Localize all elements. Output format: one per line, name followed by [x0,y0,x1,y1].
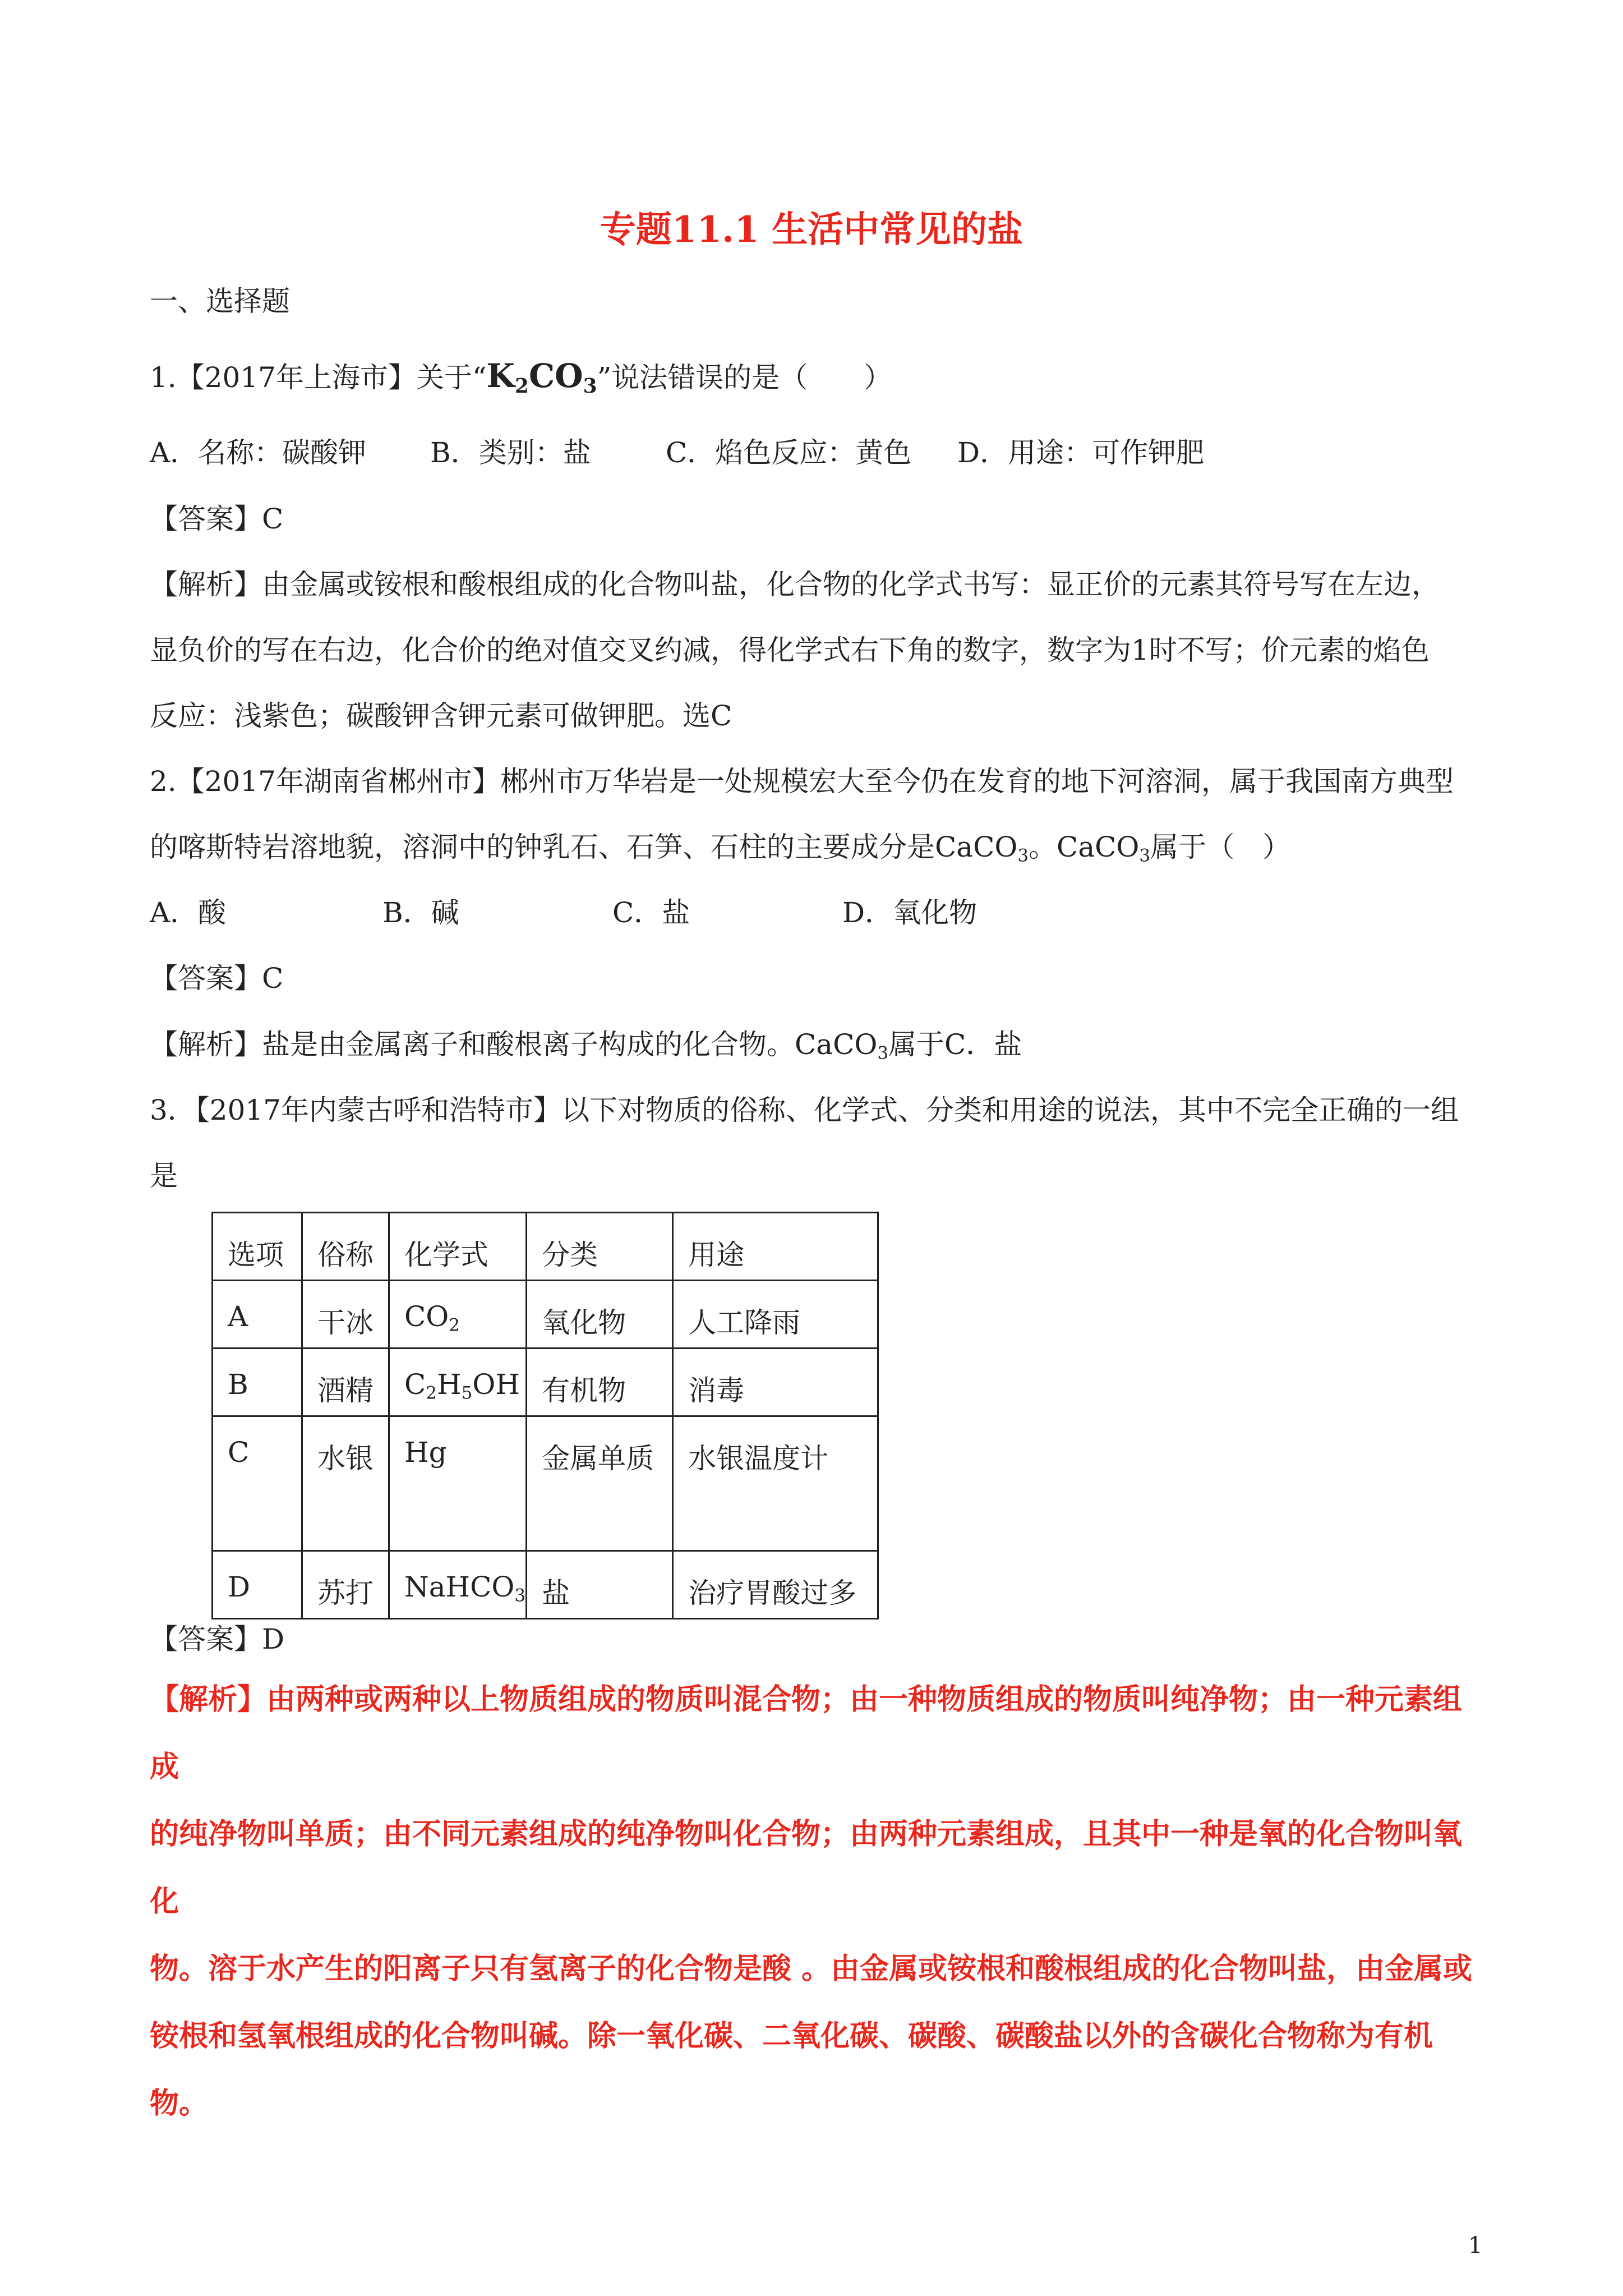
table-cell: Hg [389,1416,527,1551]
q3-stem-line: 是 [150,1159,178,1192]
q3-analysis-line: 物。溶于水产生的阳离子只有氢离子的化合物是酸 。由金属或铵根和酸根组成的化合物叫盐，由金属或 [150,1952,1473,1986]
table-cell: 水银温度计 [673,1416,878,1551]
table-cell: 酒精 [302,1349,389,1416]
q3-analysis-line: 【解析】由两种或两种以上物质组成的物质叫混合物；由一种物质组成的物质叫纯净物；由一种元素组成 [150,1683,1463,1784]
q1-option-b: B．类别：盐 [430,436,591,469]
q1-stem [150,357,892,398]
q3-table [211,1212,879,1619]
q2-option-a: A．酸 [150,896,227,929]
table-cell: C [213,1416,302,1551]
page-number: 1 [1468,2233,1483,2258]
table-cell: B [213,1349,302,1416]
q2-analysis: 【解析】盐是由金属离子和酸根离子构成的化合物。CaCO$_3$属于C．盐 [150,1028,1022,1064]
table-row [213,1349,878,1416]
q3-analysis [150,1666,1484,2137]
q1-stem-suffix: ”说法错误的是（ ） [597,361,892,394]
table-row [213,1551,878,1619]
q2-options [150,895,977,931]
table-header-cell: 用途 [673,1213,878,1281]
section-heading: 一、选择题 [150,285,290,318]
table-cell: A [213,1281,302,1349]
table-header-cell: 选项 [213,1213,302,1281]
table-cell: 消毒 [673,1349,878,1416]
q3-analysis-line: 铵根和氢氧根组成的化合物叫碱。除一氧化碳、二氧化碳、碳酸、碳酸盐以外的含碳化合物称为有机物。 [150,2019,1433,2120]
q1-analysis-line: 反应：浅紫色；碳酸钾含钾元素可做钾肥。选C [150,700,732,732]
table-header-cell: 化学式 [389,1213,527,1281]
q1-option-c: C．焰色反应：黄色 [666,436,912,469]
table-cell: D [213,1551,302,1619]
q2-option-c: C．盐 [612,896,690,929]
table-cell: 苏打 [302,1551,389,1619]
q2-stem-line: 2.【2017年湖南省郴州市】郴州市万华岩是一处规模宏大至今仍在发育的地下河溶洞，属于我国南方典型 [150,765,1454,798]
table-cell: 干冰 [302,1281,389,1349]
q3-analysis-line: 的纯净物叫单质；由不同元素组成的纯净物叫化合物；由两种元素组成，且其中一种是氧的化合物叫氧化 [150,1818,1463,1918]
q1-stem-prefix: 1.【2017年上海市】关于“ [150,361,487,394]
table-header-cell: 分类 [527,1213,673,1281]
table-cell: 金属单质 [527,1416,673,1551]
table-cell: 氧化物 [527,1281,673,1349]
table-cell: 水银 [302,1416,389,1551]
q3-stem-line: 3．【2017年内蒙古呼和浩特市】以下对物质的俗称、化学式、分类和用途的说法，其中不完全正确的一组 [150,1094,1459,1126]
q1-analysis-line: 【解析】由金属或铵根和酸根组成的化合物叫盐，化合物的化学式书写：显正价的元素其符号写在左边， [150,568,1440,601]
q1-analysis-line: 显负价的写在右边，化合价的绝对值交叉约减，得化学式右下角的数字，数字为1时不写；价元素的焰色 [150,634,1430,666]
q2-option-b: B．碱 [382,896,459,929]
table-row [213,1281,878,1349]
q1-answer: 【答案】C [150,503,284,535]
table-cell: $CO_2$ [389,1281,527,1349]
q2-option-d: D．氧化物 [842,896,978,929]
table-cell: 有机物 [527,1349,673,1416]
table-cell: $C_2H_5OH$ [389,1349,527,1416]
k2co3-formula: $K_2CO_3$ [486,357,597,398]
table-cell: 人工降雨 [673,1281,878,1349]
q1-option-d: D．用途：可作钾肥 [957,436,1205,469]
q1-option-a: A．名称：碳酸钾 [150,436,367,469]
table-cell: 治疗胃酸过多 [673,1551,878,1619]
table-cell: NaHCO$_3$ [389,1551,527,1619]
q2-answer: 【答案】C [150,962,284,995]
table-row [213,1416,878,1551]
table-header-row [213,1213,878,1281]
table-header-cell: 俗称 [302,1213,389,1281]
q1-options [150,435,1204,471]
q3-answer: 【答案】D [150,1623,285,1655]
page-title: 专题11.1 生活中常见的盐 [600,209,1023,251]
q2-stem-line: 的喀斯特岩溶地貌，溶洞中的钟乳石、石笋、石柱的主要成分是CaCO$_3$。CaCO$_3$属于（ ） [150,831,1291,866]
table-cell: 盐 [527,1551,673,1619]
